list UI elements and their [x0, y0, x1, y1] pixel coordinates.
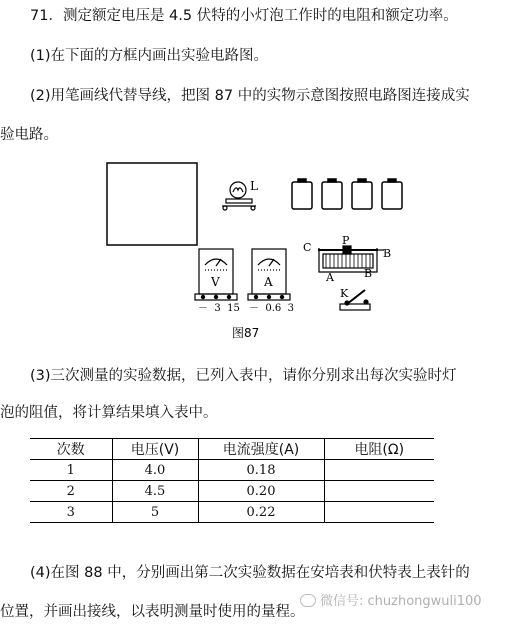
rheostat-label-b-bottom: B	[364, 267, 373, 280]
table-cell: 5	[112, 502, 198, 523]
table-cell: 4.0	[112, 460, 198, 481]
lamp-label: L	[250, 179, 258, 193]
watermark-text: 微信号: chuzhongwuli100	[320, 594, 482, 609]
question-title: 71．测定额定电压是 4.5 伏特的小灯泡工作时的电阻和额定功率。	[30, 8, 458, 24]
header-cell: 电阻(Ω)	[324, 439, 434, 460]
table-cell: 2	[30, 481, 112, 502]
question-part1: (1)在下面的方框内画出实验电路图。	[30, 48, 269, 64]
rheostat-icon	[318, 246, 384, 272]
rheostat-label-b-top: B	[383, 247, 392, 260]
table-cell: 1	[30, 460, 112, 481]
table-cell: 3	[30, 502, 112, 523]
question-part3-line2: 泡的阻值，将计算结果填入表中。	[0, 405, 218, 421]
table-cell[interactable]	[324, 460, 434, 481]
question-part4-line2: 位置，并画出接线，以表明测量时使用的量程。	[0, 604, 305, 620]
table-cell: 0.18	[198, 460, 324, 481]
switch-label: K	[340, 287, 349, 300]
circuit-diagram-box	[107, 163, 197, 245]
question-part2-line2: 验电路。	[0, 127, 58, 143]
voltmeter-terminals: － 3 15	[198, 303, 240, 314]
wechat-icon	[300, 594, 316, 607]
question-part2-line1: (2)用笔画线代替导线，把图 87 中的实物示意图按照电路图连接成实	[30, 88, 470, 104]
rheostat-label-c: C	[303, 241, 312, 254]
table-header-row	[30, 439, 434, 460]
table-row	[30, 481, 434, 502]
battery-icon	[292, 179, 402, 209]
voltmeter-label: V	[211, 275, 220, 289]
rheostat-label-a: A	[326, 271, 334, 284]
header-cell: 电流强度(A)	[198, 439, 324, 460]
table-cell: 4.5	[112, 481, 198, 502]
ammeter-terminals: － 0.6 3	[249, 303, 294, 314]
question-part3-line1: (3)三次测量的实验数据，已列入表中，请你分别求出每次实验时灯	[30, 368, 457, 384]
rheostat-label-p: P	[342, 234, 350, 247]
header-cell: 电压(V)	[112, 439, 198, 460]
ammeter-label: A	[264, 275, 273, 289]
table-row	[30, 460, 434, 481]
question-part4-line1: (4)在图 88 中，分别画出第二次实验数据在安培表和伏特表上表针的	[30, 565, 470, 581]
data-table	[30, 438, 434, 523]
header-cell: 次数	[30, 439, 112, 460]
table-cell: 0.20	[198, 481, 324, 502]
table-cell[interactable]	[324, 502, 434, 523]
watermark	[300, 590, 482, 609]
table-cell: 0.22	[198, 502, 324, 523]
table-cell[interactable]	[324, 481, 434, 502]
table-row	[30, 502, 434, 523]
figure-caption: 图87	[232, 326, 260, 340]
